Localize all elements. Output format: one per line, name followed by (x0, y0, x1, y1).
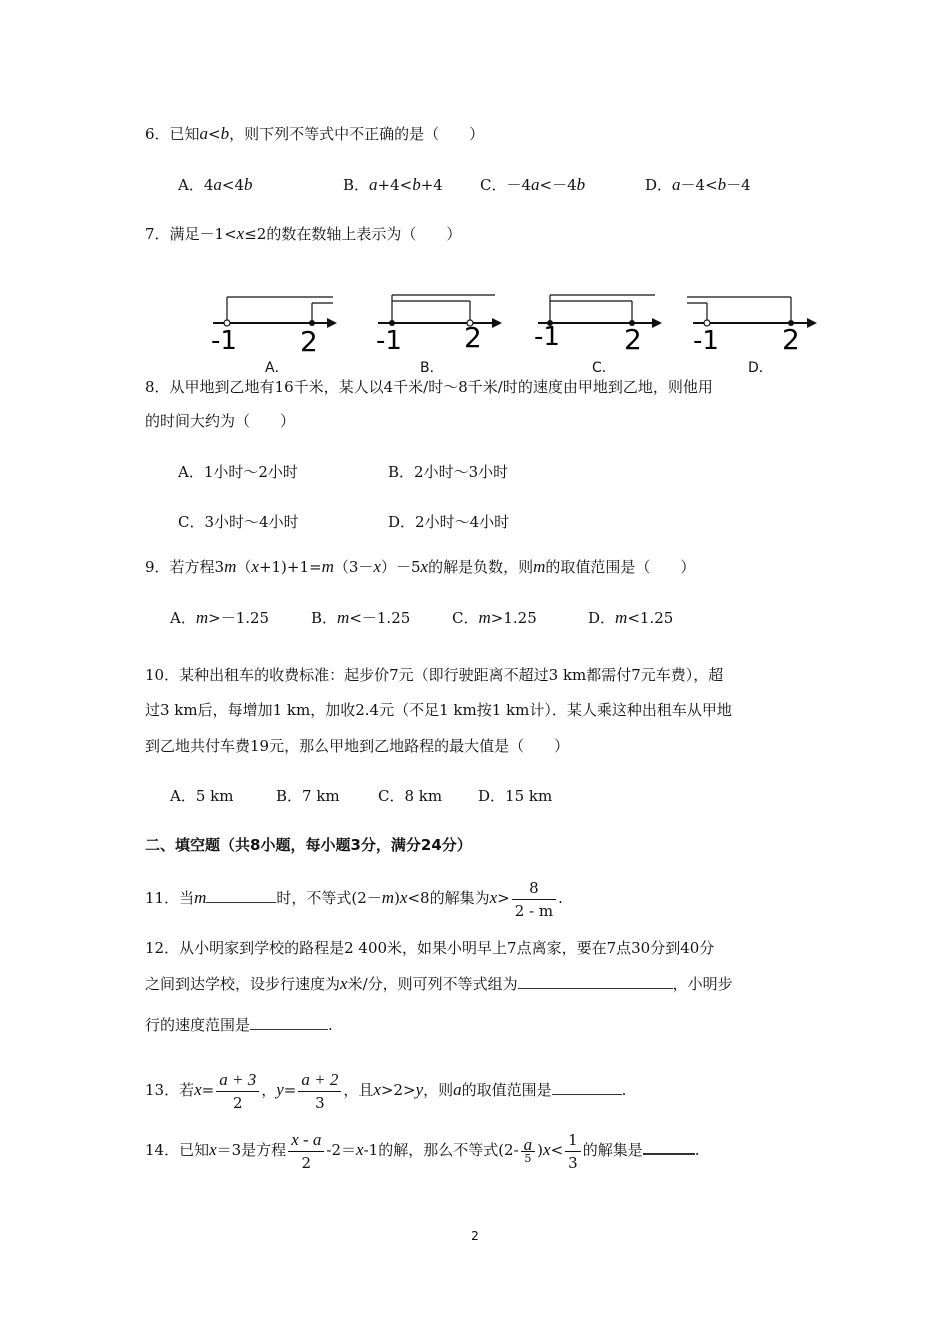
q14-text: ＝3是方程 (216, 1141, 287, 1159)
q6-opt-b-label: B． (343, 176, 370, 194)
var-m: m (533, 557, 546, 576)
fraction-x-minus-a-over-2 (288, 1129, 324, 1174)
var-x: x (399, 888, 408, 907)
q8-option-a[interactable]: A．1小时～2小时 (178, 463, 298, 481)
answer-blank-12a[interactable] (518, 974, 673, 989)
var-x: x (543, 1140, 551, 1159)
question-14 (145, 1124, 699, 1176)
q12-end: . (328, 1016, 333, 1034)
tick-label-neg1: -1 (534, 322, 560, 352)
q8-option-c[interactable]: C．3小时～4小时 (178, 513, 299, 531)
q13-end: . (621, 1081, 627, 1099)
q10-option-a[interactable]: A．5 km (170, 787, 234, 805)
q13-text: 13．若 (145, 1081, 195, 1099)
var-m: m (478, 608, 491, 627)
tick-label-2: 2 (782, 323, 800, 356)
q6-opt-d-label: D． (645, 176, 673, 194)
fraction-a-over-5 (521, 1134, 536, 1165)
q13-text: ，则 (423, 1081, 454, 1099)
var-x: x (209, 1140, 217, 1159)
q9-opt-a-label: A． (170, 609, 196, 627)
var-a: a (213, 175, 222, 194)
var-x: x (236, 224, 245, 243)
q6-opt-a-mid: <4 (221, 176, 245, 194)
q6-option-c[interactable] (480, 175, 585, 195)
frac-den: 2 (232, 1093, 243, 1112)
q9-text: ）－5 (380, 558, 421, 576)
q11-text: ) (394, 889, 400, 907)
question-12-line1: 12．从小明家到学校的路程是2 400米，如果小明早上7点离家，要在7点30分到40分 (145, 939, 715, 957)
var-b: b (220, 124, 230, 143)
question-6-stem (145, 124, 484, 144)
var-m: m (224, 557, 237, 576)
q6-opt-d-end: －4 (726, 176, 751, 194)
fraction-8-over-2-minus-m (512, 877, 556, 922)
page-number: 2 (471, 1229, 479, 1243)
q13-comma: ， (261, 1081, 277, 1099)
q6-opt-a-label: A．4 (178, 176, 214, 194)
q8-option-d[interactable]: D．2小时～4小时 (388, 513, 510, 531)
var-b: b (717, 175, 727, 194)
frac-den: 3 (315, 1093, 325, 1112)
q14-text: -1的解，那么不等式(2- (363, 1141, 519, 1159)
q14-text: 的解集是 (582, 1141, 643, 1159)
q12-text: 行的速度范围是 (145, 1016, 251, 1034)
fraction-a-plus-2-over-3 (298, 1069, 341, 1114)
answer-blank-11[interactable] (206, 888, 276, 903)
q7-text: 7．满足－1< (145, 225, 237, 243)
question-10-line1: 10．某种出租车的收费标准：起步价7元（即行驶距离不超过3 km都需付7元车费），超 (145, 666, 724, 684)
frac-num: a (521, 1138, 536, 1152)
q9-opt-b-val: <－1.25 (349, 609, 411, 627)
q6-lt: < (208, 125, 221, 143)
frac-den: 2 (301, 1153, 312, 1172)
var-x: x (420, 557, 429, 576)
answer-blank-13[interactable] (552, 1080, 622, 1095)
var-a: a (453, 1080, 462, 1099)
q14-text: 14．已知 (145, 1141, 210, 1159)
frac-num: x - a (288, 1129, 324, 1152)
var-x: x (356, 1140, 364, 1159)
q9-text: （ (236, 558, 252, 576)
q9-opt-d-label: D． (588, 609, 616, 627)
var-m: m (615, 608, 628, 627)
var-m: m (195, 608, 209, 627)
q10-option-c[interactable]: C．8 km (378, 787, 443, 805)
q9-opt-c-val: >1.25 (490, 609, 537, 627)
q8-option-b[interactable]: B．2小时～3小时 (388, 463, 509, 481)
q7-option-b-label: B． (420, 360, 444, 376)
q6-opt-c-label: C．－4 (480, 176, 532, 194)
question-9-stem (145, 557, 695, 577)
q6-option-b[interactable] (343, 175, 443, 195)
frac-num: 8 (512, 877, 556, 900)
q6-opt-b-end: +4 (420, 176, 443, 194)
q7-option-d-label: D． (748, 360, 773, 376)
q9-option-c[interactable] (452, 608, 537, 628)
var-m: m (194, 888, 207, 907)
q6-text: 6．已知 (145, 125, 200, 143)
var-a: a (531, 175, 540, 194)
q12-text: 之间到达学校，设步行速度为 (145, 975, 341, 993)
q9-text: （3－ (333, 558, 374, 576)
q7-text-post: ≤2的数在数轴上表示为（ ） (244, 225, 462, 243)
q11-text: <8的解集为 (407, 889, 490, 907)
var-a: a (369, 175, 378, 194)
var-m: m (321, 557, 334, 576)
section-2-heading: 二、填空题（共8小题，每小题3分，满分24分） (145, 836, 472, 854)
q9-opt-a-val: >－1.25 (208, 609, 270, 627)
q10-option-d[interactable]: D．15 km (478, 787, 553, 805)
tick-label-neg1: -1 (693, 326, 719, 356)
tick-label-2: 2 (624, 323, 642, 356)
var-x: x (340, 974, 348, 993)
q6-option-a[interactable] (178, 175, 253, 195)
fraction-1-over-3 (565, 1129, 581, 1174)
q13-text: >2> (380, 1081, 416, 1099)
question-12-line3 (145, 1015, 333, 1035)
frac-num: a + 3 (216, 1069, 259, 1092)
q14-text: ) (537, 1141, 544, 1159)
q7-option-a-label: A． (265, 360, 289, 376)
frac-den: 5 (524, 1151, 532, 1165)
var-b: b (576, 175, 586, 194)
q7-option-c-label: C． (592, 360, 616, 376)
question-10-line3: 到乙地共付车费19元，那么甲地到乙地路程的最大值是（ ） (145, 737, 570, 755)
q9-opt-b-label: B． (311, 609, 338, 627)
question-8-line1: 8．从甲地到乙地有16千米，某人以4千米/时～8千米/时的速度由甲地到乙地，则他用 (145, 378, 713, 396)
var-m: m (381, 888, 395, 907)
var-y: y (276, 1080, 284, 1099)
var-x: x (373, 1080, 381, 1099)
q6-text-post: ，则下列不等式中不正确的是（ ） (229, 125, 485, 143)
question-11 (145, 872, 563, 924)
fraction-a-plus-3-over-2 (216, 1069, 259, 1114)
tick-label-2: 2 (464, 321, 482, 354)
q6-opt-b-mid: +4< (377, 176, 413, 194)
frac-num: a + 2 (298, 1069, 341, 1092)
q9-option-a[interactable] (170, 608, 269, 628)
var-b: b (244, 175, 253, 194)
q10-option-b[interactable]: B．7 km (276, 787, 340, 805)
q9-option-b[interactable] (311, 608, 410, 628)
q12-text: 米/分，则可列不等式组为 (347, 975, 518, 993)
q13-text: 的取值范围是 (461, 1081, 552, 1099)
q11-text: 时，不等式(2－ (276, 889, 382, 907)
q6-option-d[interactable] (645, 175, 751, 195)
var-x: x (373, 557, 381, 576)
q13-eq: = (283, 1081, 297, 1099)
question-7-stem (145, 224, 461, 244)
q14-end: . (694, 1141, 700, 1159)
question-12-line2 (145, 974, 733, 994)
var-m: m (337, 608, 350, 627)
q6-opt-c-mid: <－4 (539, 176, 577, 194)
q11-text: 11．当 (145, 889, 195, 907)
var-y: y (415, 1080, 424, 1099)
q9-option-d[interactable] (588, 608, 673, 628)
q9-text: 的取值范围是（ ） (545, 558, 696, 576)
answer-blank-12b[interactable] (250, 1015, 328, 1030)
frac-den: 2 - m (514, 901, 554, 920)
frac-num: 1 (565, 1129, 581, 1152)
q9-text: +1)+1= (258, 558, 322, 576)
answer-blank-14[interactable] (643, 1139, 695, 1155)
q13-eq: = (201, 1081, 215, 1099)
frac-den: 3 (568, 1153, 578, 1172)
question-8-line2: 的时间大约为（ ） (145, 412, 296, 430)
question-13 (145, 1064, 626, 1116)
q6-opt-d-mid: －4< (680, 176, 718, 194)
q12-text: ，小明步 (672, 975, 733, 993)
q13-text: ，且 (343, 1081, 374, 1099)
q11-text: > (497, 889, 510, 907)
tick-label-neg1: -1 (211, 326, 237, 356)
var-x: x (194, 1080, 202, 1099)
q9-opt-c-label: C． (452, 609, 479, 627)
question-10-line2: 过3 km后，每增加1 km，加收2.4元（不足1 km按1 km计）．某人乘这种出租车从甲地 (145, 701, 732, 719)
q14-text: -2＝ (326, 1141, 357, 1159)
var-x: x (251, 557, 259, 576)
q9-text: 的解是负数，则 (428, 558, 534, 576)
var-x: x (489, 888, 498, 907)
q9-opt-d-val: <1.25 (627, 609, 674, 627)
var-b: b (412, 175, 421, 194)
tick-label-2: 2 (300, 325, 318, 358)
var-a: a (672, 175, 681, 194)
var-a: a (199, 124, 209, 143)
tick-label-neg1: -1 (376, 326, 402, 356)
q14-text: < (550, 1141, 564, 1159)
q11-end: . (558, 889, 563, 907)
q9-text: 9．若方程3 (145, 558, 225, 576)
